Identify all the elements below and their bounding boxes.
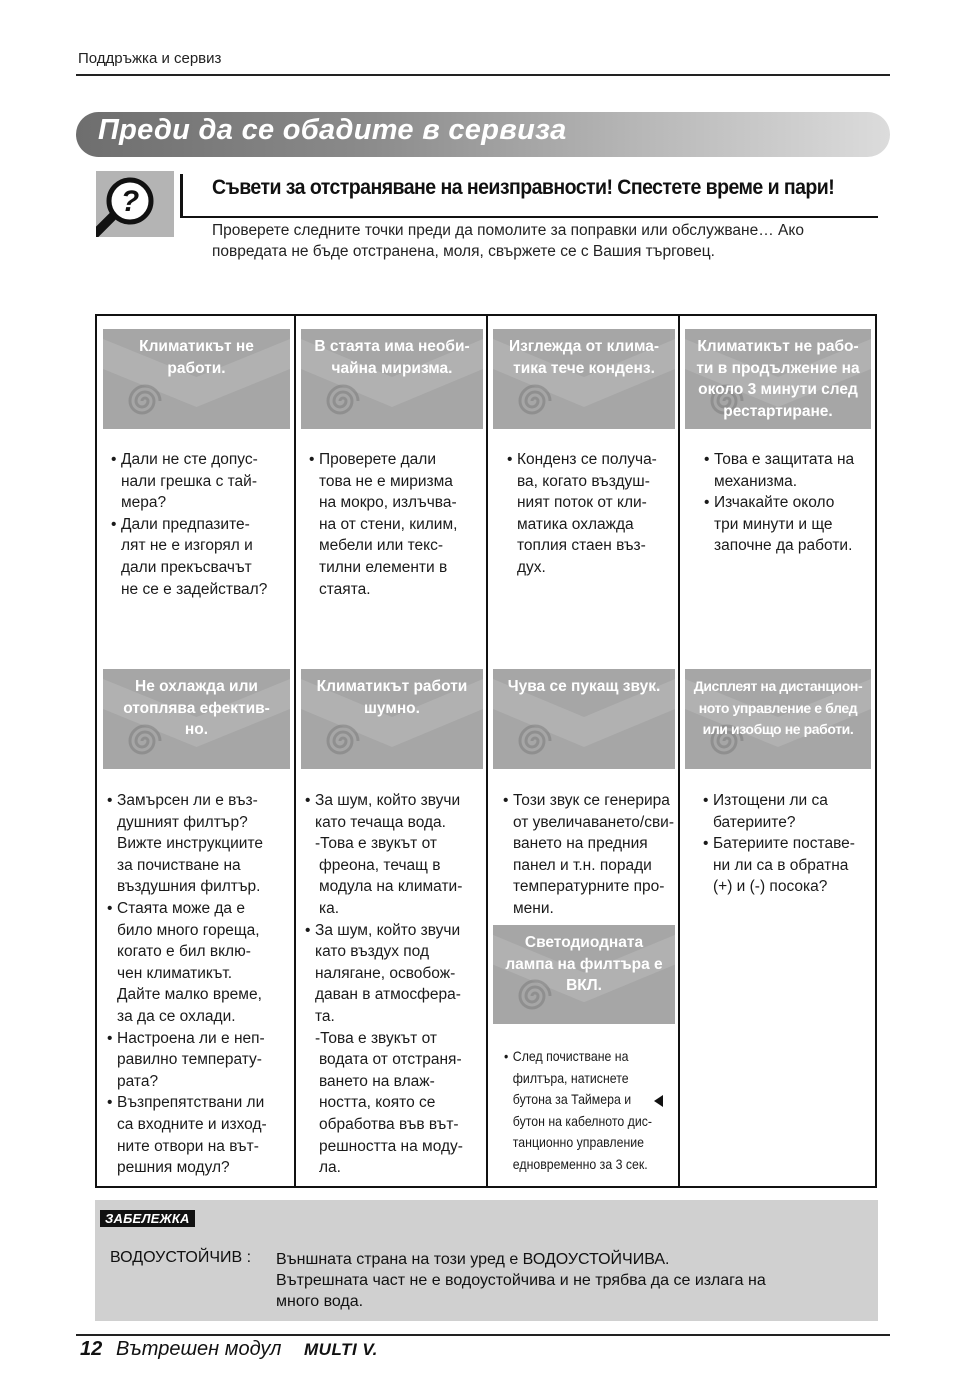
- heading-line: работи.: [167, 359, 226, 377]
- text-line: чен климатикът.: [117, 964, 233, 982]
- text-line: ни ли са в обратна: [713, 856, 849, 874]
- heading-line: Изглежда от клима-: [508, 338, 660, 355]
- heading-filter-led: [493, 925, 675, 1024]
- text-line: панел и т.н. поради: [513, 856, 652, 874]
- heading-line: В стаята има необи-: [314, 338, 470, 355]
- answer-odor: [309, 449, 481, 600]
- heading-text: [493, 336, 675, 379]
- text-line: това не е миризма: [319, 472, 453, 490]
- page-number: 12: [80, 1338, 103, 1360]
- heading-line: Светодиодната: [524, 934, 644, 951]
- page-title: Преди да се обадите в сервиза: [98, 114, 567, 146]
- note-term: ВОДОУСТОЙЧИВ :: [110, 1249, 252, 1266]
- text-line: ните отвори на вът-: [117, 1137, 259, 1155]
- note-line: много вода.: [276, 1293, 364, 1310]
- text-line: механизма.: [714, 472, 798, 490]
- footer-title: Вътрешен модул: [116, 1338, 282, 1360]
- bullet-line: • Настроена ли е неп-: [107, 1028, 287, 1050]
- text-line: душният филтър?: [117, 813, 248, 831]
- text-line: нали грешка с тай-: [121, 472, 257, 490]
- bullet-line: • Това е защитата на: [704, 449, 874, 471]
- grid-divider: [486, 314, 488, 1188]
- text-line: мени.: [513, 899, 554, 917]
- text-line: мебели или текс-: [319, 537, 443, 555]
- bullet-line: • Дали не сте допус-: [111, 449, 287, 471]
- heading-line: Не охлажда или: [135, 678, 258, 695]
- magnifier-icon: [96, 171, 174, 237]
- text-line: Вижте инструкциите: [117, 835, 264, 853]
- heading-odor: [301, 329, 483, 429]
- heading-line: шумно.: [364, 699, 420, 717]
- heading-condensate: [493, 329, 675, 429]
- text-line: филтъра, натиснете: [512, 1069, 629, 1086]
- text-line: лят не е изгорял и: [121, 537, 253, 555]
- text-line: даван в атмосфера-: [315, 986, 461, 1004]
- text-line: на от стени, килим,: [319, 515, 458, 533]
- heading-text: [301, 336, 483, 379]
- text-line: модула на климати-: [319, 878, 463, 896]
- text-line: решния модул?: [117, 1159, 230, 1177]
- text-line: топлия стаен въз-: [517, 537, 646, 555]
- heading-ineffective: [103, 669, 290, 769]
- text-line: та.: [315, 1007, 335, 1025]
- heading-line: Климатикът не рабо-: [697, 338, 859, 355]
- text-line: са входните и изход-: [117, 1115, 267, 1133]
- heading-text: [301, 676, 483, 719]
- bullet-line: • Изчакайте около: [704, 492, 874, 514]
- heading-line: тика тече конденз.: [513, 359, 655, 377]
- text-line: стаята.: [319, 580, 371, 598]
- text-line: ването на влаж-: [319, 1072, 435, 1090]
- heading-line: но.: [184, 721, 209, 738]
- text-line: дух.: [517, 558, 546, 576]
- text-line: обработва във вът-: [319, 1115, 459, 1133]
- text-line: ният поток от кли-: [517, 494, 647, 512]
- bullet-line: • Този звук се генерира: [503, 790, 679, 812]
- heading-text: [493, 676, 675, 698]
- heading-text: [103, 676, 290, 741]
- text-line: когато е бил вклю-: [117, 943, 251, 961]
- heading-noisy: [301, 669, 483, 769]
- tips-title: Съвети за отстраняване на неизправности! Спестете време и пари!: [212, 176, 835, 199]
- text-line: започне да работи.: [714, 537, 853, 555]
- heading-line: около 3 минути след: [698, 381, 858, 398]
- text-line: решността на моду-: [319, 1137, 463, 1155]
- section-label: Поддръжка и сервиз: [78, 50, 222, 67]
- bullet-line: • След почистване на: [504, 1046, 676, 1068]
- heading-line: чайна миризма.: [331, 359, 453, 377]
- footer-divider: [76, 1334, 890, 1336]
- text-line: на мокро, излъчва-: [319, 494, 457, 512]
- note-badge: ЗАБЕЛЕЖКА: [100, 1210, 195, 1227]
- header-divider: [76, 74, 890, 76]
- text-line: дали прекъсвачът: [121, 558, 252, 576]
- text-line: бутон на кабелното дис-: [512, 1112, 652, 1129]
- swirl-icon: [125, 381, 165, 421]
- note-text: [276, 1249, 866, 1312]
- heading-line: рестартиране.: [723, 402, 833, 420]
- heading-remote-display: [685, 669, 871, 769]
- text-line: от увеличаването/сви-: [513, 813, 675, 831]
- bullet-line: • Проверете дали: [309, 449, 481, 471]
- brand-logo: MULTI V.: [304, 1340, 378, 1359]
- text-line: батериите?: [713, 813, 796, 831]
- text-line: за да се охлади.: [117, 1007, 236, 1025]
- answer-condensate: [507, 449, 677, 579]
- text-line: не се е задействал?: [121, 580, 268, 598]
- tips-text: Проверете следните точки преди да помолите за поправки или обслужване… Ако повредата не бъде отстранена, моля, свържете се с Вашия търговец.: [212, 222, 804, 260]
- bullet-line: • Конденз се получа-: [507, 449, 677, 471]
- answer-ineffective: [107, 790, 287, 1179]
- text-line: рата?: [117, 1072, 159, 1090]
- heading-text: [685, 336, 871, 422]
- text-line: въздушния филтър.: [117, 878, 261, 896]
- text-line: ването на предния: [513, 835, 648, 853]
- text-line: мера?: [121, 494, 167, 512]
- heading-text: [103, 336, 290, 379]
- answer-cracking-sound: [503, 790, 679, 920]
- text-line: едновременно за 3 сек.: [512, 1155, 648, 1172]
- text-line: за почистване на: [117, 856, 241, 874]
- heading-restart-delay: [685, 329, 871, 429]
- text-line: фреона, течащ в: [319, 856, 441, 874]
- heading-line: ти в продължение на: [696, 359, 860, 377]
- text-line: водата от отстраня-: [319, 1051, 462, 1069]
- bullet-line: • Дали предпазите-: [111, 514, 287, 536]
- text-line: като течаща вода.: [315, 813, 446, 831]
- question-magnifier-icon: [96, 171, 174, 237]
- swirl-icon: [515, 721, 555, 761]
- grid-divider: [678, 314, 680, 1188]
- text-line: било много гореща,: [117, 921, 260, 939]
- text-line: като въздух под: [315, 943, 429, 961]
- grid-divider: [294, 314, 296, 1188]
- answer-remote-display: [703, 790, 875, 898]
- heading-cracking-sound: [493, 669, 675, 769]
- answer-restart-delay: [704, 449, 874, 557]
- text-line: ва, когато въздуш-: [517, 472, 650, 490]
- text-line: налягане, освобож-: [315, 964, 456, 982]
- bullet-line: • За шум, който звучи: [305, 920, 483, 942]
- tips-divider-vertical: [180, 174, 183, 218]
- heading-text: [493, 932, 675, 997]
- heading-not-working: [103, 329, 290, 429]
- answer-filter-led: [504, 1046, 676, 1176]
- text-line: ка.: [319, 899, 340, 917]
- text-line: матика охлажда: [517, 515, 634, 533]
- bullet-line: • За шум, който звучи: [305, 790, 483, 812]
- bullet-line: • Възпрепятствани ли: [107, 1092, 287, 1114]
- svg-text:?: ?: [120, 185, 140, 218]
- tips-divider: [180, 216, 878, 218]
- heading-line: или изобщо не работи.: [702, 721, 854, 737]
- heading-line: Чува се пукащ звук.: [507, 678, 661, 695]
- bullet-line: • Замърсен ли е въз-: [107, 790, 287, 812]
- answer-not-working: [111, 449, 287, 600]
- text-line: -Това е звукът от: [315, 835, 437, 853]
- heading-line: Климатикът не: [139, 338, 254, 355]
- heading-line: Дисплеят на дистанцион-: [693, 678, 863, 694]
- swirl-icon: [323, 721, 363, 761]
- text-line: Дайте малко време,: [117, 986, 262, 1004]
- bullet-line: • Батериите поставе-: [703, 833, 875, 855]
- answer-noisy: [305, 790, 483, 1179]
- heading-line: ното управление е блед: [698, 699, 858, 716]
- swirl-icon: [515, 381, 555, 421]
- text-line: три минути и ще: [714, 515, 833, 533]
- heading-line: ВКЛ.: [566, 977, 602, 994]
- text-line: ността, която се: [319, 1094, 436, 1112]
- note-line: Вътрешната част не е водоустойчива и не трябва да се излага на: [276, 1272, 766, 1289]
- text-line: (+) и (-) посока?: [713, 878, 828, 896]
- text-line: танционно управление: [512, 1134, 645, 1151]
- text-line: бутона за Таймера и: [512, 1091, 632, 1108]
- swirl-icon: [323, 381, 363, 421]
- text-line: ла.: [319, 1159, 341, 1177]
- heading-line: Климатикът работи: [316, 678, 468, 695]
- text-line: температурните про-: [513, 878, 665, 896]
- text-line: тилни елементи в: [319, 558, 448, 576]
- left-arrow-icon: [652, 1094, 664, 1108]
- note-line: Външната страна на този уред е ВОДОУСТОЙЧИВА.: [276, 1251, 670, 1268]
- bullet-line: • Изтощени ли са: [703, 790, 875, 812]
- text-line: -Това е звукът от: [315, 1029, 437, 1047]
- text-line: равилно температу-: [117, 1051, 262, 1069]
- heading-line: лампа на филтъра е: [505, 955, 663, 973]
- heading-line: отоплява ефектив-: [123, 699, 270, 717]
- heading-text: [685, 676, 871, 741]
- bullet-line: • Стаята може да е: [107, 898, 287, 920]
